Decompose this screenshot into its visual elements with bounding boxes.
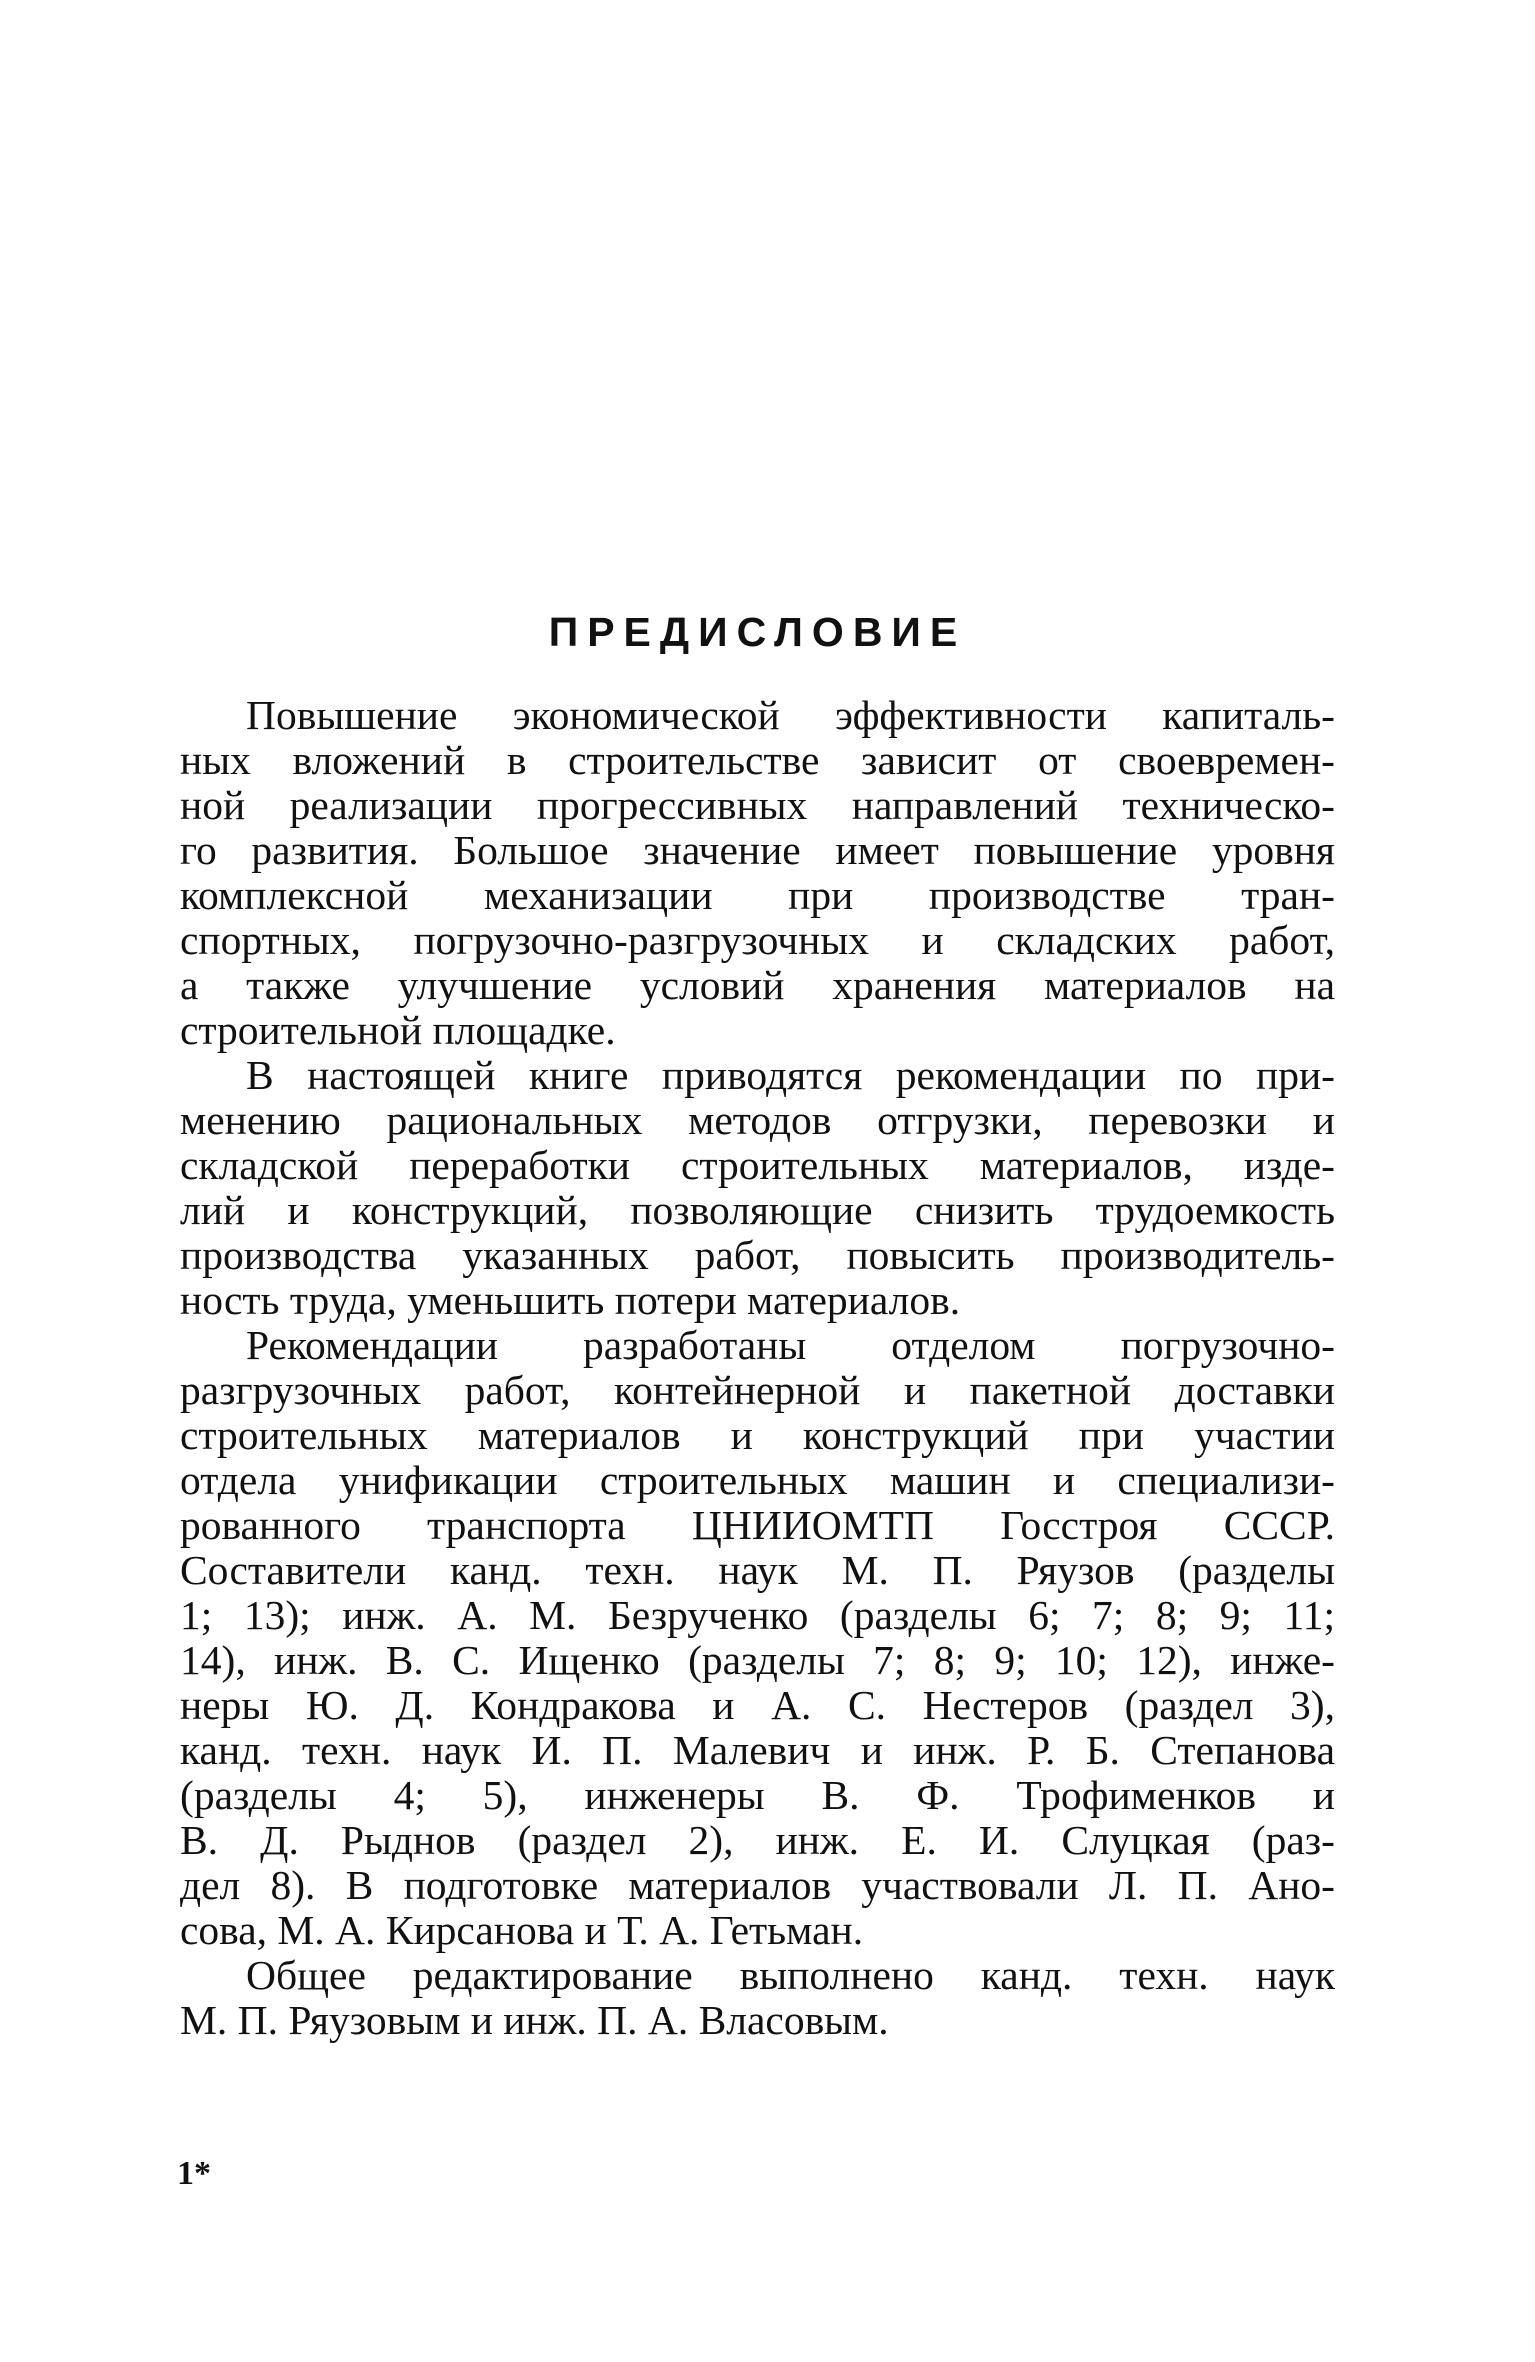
text-line: В настоящей книге приводятся рекомендации по при- — [246, 1052, 1335, 1098]
text-line: Составители канд. техн. наук М. П. Ряузов (разделы — [180, 1547, 1335, 1593]
text-line: В. Д. Рыднов (раздел 2), инж. Е. И. Слуцкая (раз- — [180, 1817, 1335, 1863]
text-line: 14), инж. В. С. Ищенко (разделы 7; 8; 9; 10; 12), инже- — [180, 1637, 1335, 1683]
text-line: строительных материалов и конструкций при участии — [180, 1412, 1335, 1458]
text-line: Повышение экономической эффективности капиталь- — [246, 692, 1335, 738]
text-line: Общее редактирование выполнено канд. техн. наук — [246, 1952, 1335, 1998]
text-line: ных вложений в строительстве зависит от своевремен- — [180, 737, 1335, 783]
text-line: дел 8). В подготовке материалов участвовали Л. П. Ано- — [180, 1862, 1335, 1908]
text-line: неры Ю. Д. Кондракова и А. С. Нестеров (раздел 3), — [180, 1682, 1335, 1728]
text-line: менению рациональных методов отгрузки, перевозки и — [180, 1097, 1335, 1143]
text-line: производства указанных работ, повысить производитель- — [180, 1232, 1335, 1278]
text-line: ность труда, уменьшить потери материалов. — [180, 1277, 961, 1323]
text-line: ной реализации прогрессивных направлений техническо- — [180, 782, 1335, 828]
text-line: рованного транспорта ЦНИИОМТП Госстроя СССР. — [180, 1502, 1335, 1548]
text-line: отдела унификации строительных машин и специализи- — [180, 1457, 1335, 1503]
page-title: ПРЕДИСЛОВИЕ — [548, 609, 967, 655]
text-line: лий и конструкций, позволяющие снизить трудоемкость — [180, 1187, 1335, 1233]
page-folio: 1* — [177, 2155, 211, 2192]
text-line: комплексной механизации при производстве тран- — [180, 872, 1335, 918]
text-line: М. П. Ряузовым и инж. П. А. Власовым. — [180, 1997, 889, 2043]
text-line: канд. техн. наук И. П. Малевич и инж. Р. Б. Степанова — [180, 1727, 1335, 1773]
text-line: разгрузочных работ, контейнерной и пакетной доставки — [180, 1367, 1335, 1413]
text-line: а также улучшение условий хранения материалов на — [180, 962, 1335, 1008]
text-line: строительной площадке. — [180, 1007, 616, 1053]
text-line: складской переработки строительных материалов, изде- — [180, 1142, 1335, 1188]
text-line: сова, М. А. Кирсанова и Т. А. Гетьман. — [180, 1907, 864, 1953]
text-line: (разделы 4; 5), инженеры В. Ф. Трофименков и — [180, 1772, 1335, 1818]
text-line: спортных, погрузочно-разгрузочных и складских работ, — [180, 917, 1335, 963]
text-line: 1; 13); инж. А. М. Безрученко (разделы 6; 7; 8; 9; 11; — [180, 1592, 1335, 1638]
text-line: го развития. Большое значение имеет повышение уровня — [180, 827, 1335, 873]
text-line: Рекомендации разработаны отделом погрузочно- — [246, 1322, 1335, 1368]
